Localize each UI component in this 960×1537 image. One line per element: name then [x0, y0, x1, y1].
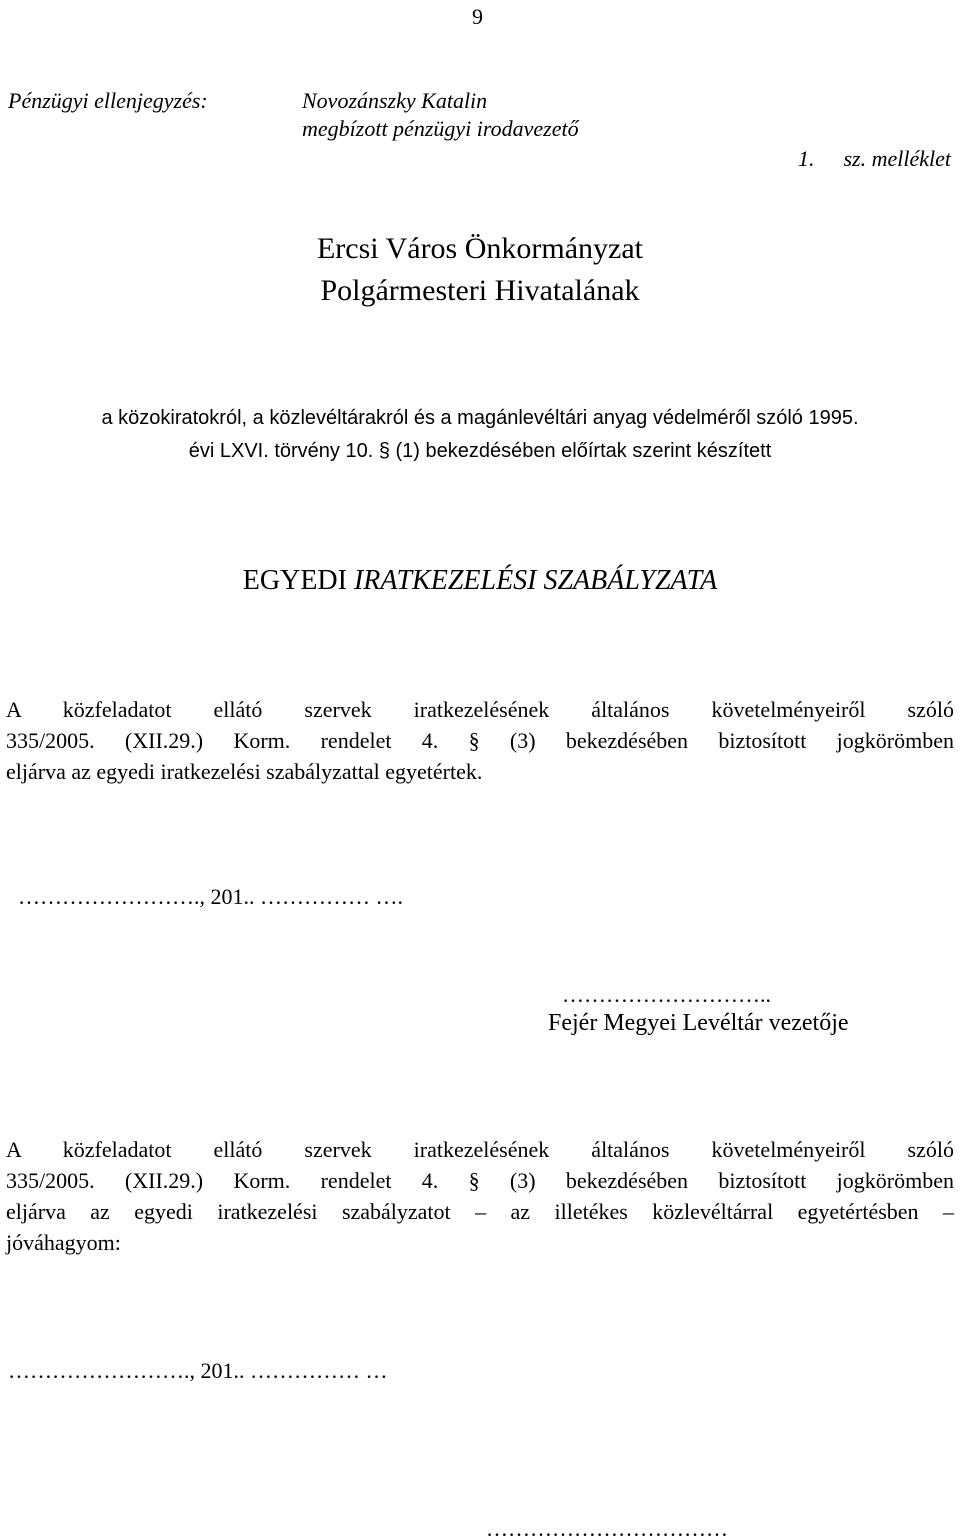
annex-number: 1.	[798, 146, 815, 171]
bottom-signature-dots: ……………………………	[486, 1520, 728, 1537]
annex-text: sz. melléklet	[843, 146, 952, 171]
signature-dots: ………………………..	[562, 982, 771, 1007]
approval-line-2: 335/2005. (XII.29.) Korm. rendelet 4. § (3) bekezdésében biztosított jogkörömben	[6, 1168, 954, 1193]
finance-name: Novozánszky Katalin	[302, 88, 488, 113]
document-title	[0, 565, 960, 597]
finance-label: Pénzügyi ellenjegyzés:	[8, 88, 208, 113]
consent-line-2: 335/2005. (XII.29.) Korm. rendelet 4. § (3) bekezdésében biztosított jogkörömben	[6, 728, 954, 753]
title-part-regular: EGYEDI	[242, 565, 354, 596]
heading-line-2: Polgármesteri Hivatalának	[320, 274, 640, 307]
title-part-italic: IRATKEZELÉSI SZABÁLYZATA	[353, 565, 718, 596]
heading-line-1: Ercsi Város Önkormányzat	[316, 232, 643, 265]
approval-line-4: jóváhagyom:	[6, 1230, 121, 1255]
date-line-1: ……………………., 201.. …………… ….	[18, 884, 403, 909]
annex-label	[798, 146, 951, 172]
finance-role: megbízott pénzügyi irodavezető	[302, 116, 579, 141]
intro-line-1: a közokiratokról, a közlevéltárakról és a magánlevéltári anyag védelméről szóló 1995.	[101, 407, 859, 429]
consent-line-1: A közfeladatot ellátó szervek iratkezelésének általános követelményeiről szóló	[6, 697, 954, 722]
date-line-2: ……………………., 201.. …………… …	[8, 1358, 388, 1383]
page-number: 9	[472, 4, 483, 29]
consent-line-3: eljárva az egyedi iratkezelési szabályzattal egyetértek.	[6, 759, 483, 784]
approval-line-3: eljárva az egyedi iratkezelési szabályzatot – az illetékes közlevéltárral egyetértésben –	[6, 1199, 954, 1224]
signature-title: Fejér Megyei Levéltár vezetője	[548, 1010, 849, 1036]
intro-line-2: évi LXVI. törvény 10. § (1) bekezdésében előírtak szerint készített	[188, 440, 772, 462]
approval-line-1: A közfeladatot ellátó szervek iratkezelésének általános követelményeiről szóló	[6, 1137, 954, 1162]
